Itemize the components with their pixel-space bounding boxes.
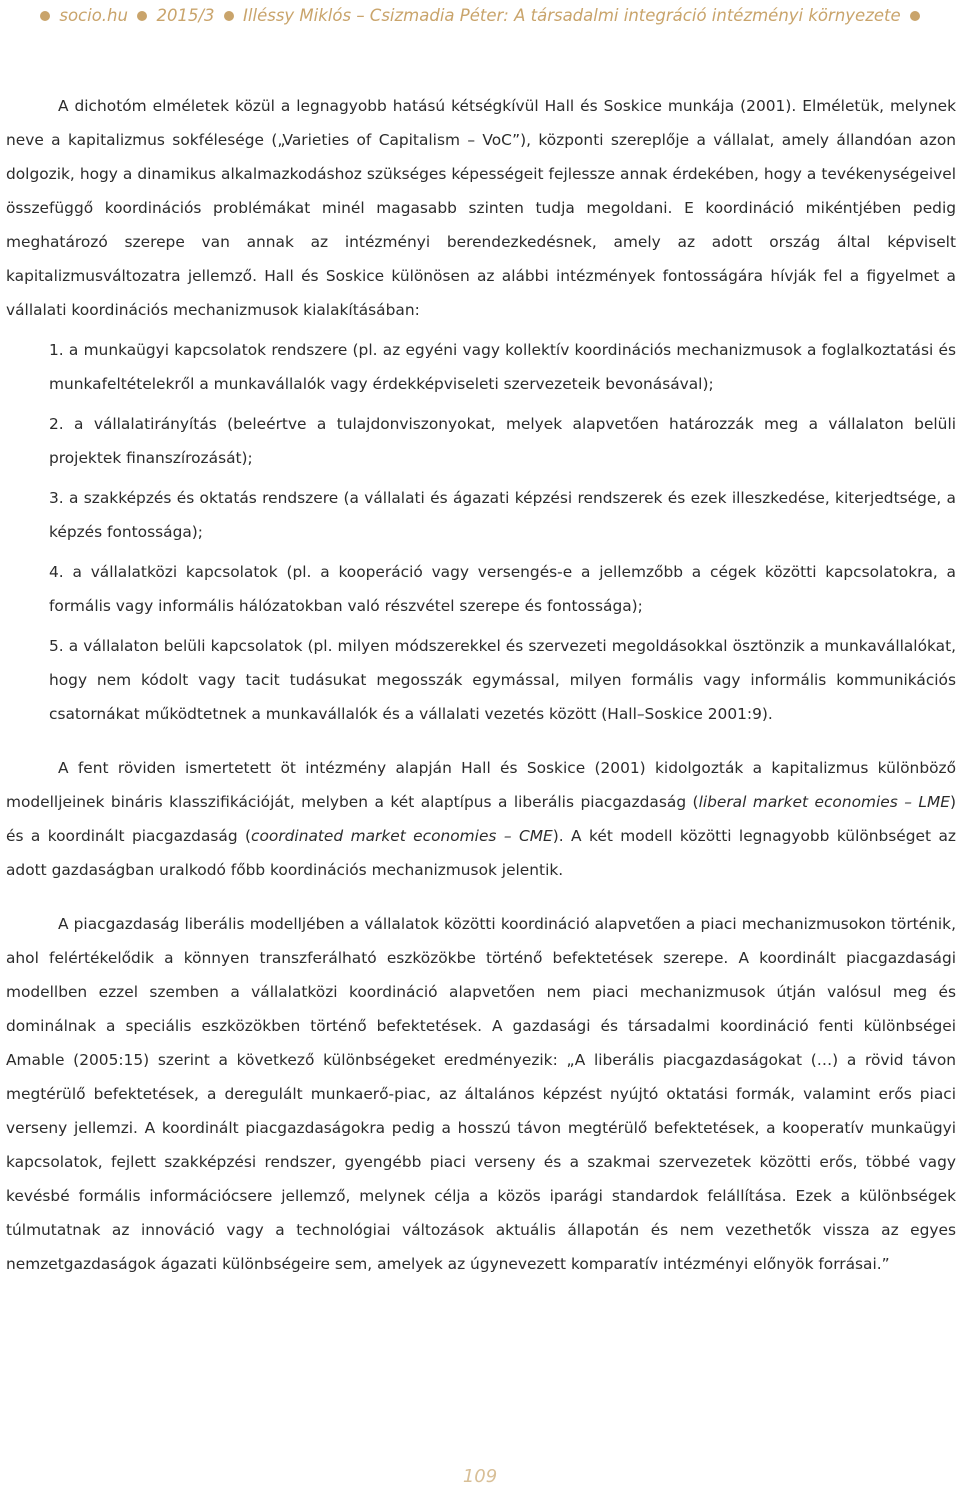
header-citation: Illéssy Miklós – Csizmadia Péter: A társadalmi integráció intézményi környezete (243, 6, 901, 25)
header-site: socio.hu (59, 6, 128, 25)
list-item-inter-firm-relations: 4. a vállalatközi kapcsolatok (pl. a kooperáció vagy versengés-e a jellemzőbb a cégek közötti kapcsolatokra, a formális vagy informális hálózatokban való részvétel szerepe és fontossága); (49, 563, 956, 615)
header-issue: 2015/3 (156, 6, 215, 25)
list-item-vocational-training: 3. a szakképzés és oktatás rendszere (a vállalati és ágazati képzési rendszerek és ezek illeszkedése, kiterjedtsége, a képzés fontossága); (49, 489, 956, 541)
paragraph-text: ) és a koordinált piacgazdaság ( (6, 793, 956, 845)
page-number: 109 (462, 1466, 498, 1487)
paragraph-binary-classification (6, 751, 956, 887)
lme-term: liberal market economies – LME (698, 793, 950, 811)
cme-term: coordinated market economies – CME (251, 827, 553, 845)
bullet-dot-icon (224, 11, 234, 21)
paragraph-text: ). A két modell közötti legnagyobb különbséget az adott gazdaságban uralkodó főbb koordinációs mechanizmusok jelentik. (6, 827, 956, 879)
paragraph-dichotomous-theories: A dichotóm elméletek közül a legnagyobb hatású kétségkívül Hall és Soskice munkája (2001). Elméletük, melynek neve a kapitalizmus sokfélesége („Varieties of Capitalism – VoC”), központi szereplője a vállalat, amely állandóan azon dolgozik, hogy a dinamikus alkalmazkodáshoz szükséges képességeit fejlessze annak érdekében, hogy a tevékenységeivel összefüggő koordinációs problémákat minél magasabb szinten tudja megoldani. E koordináció mikéntjében pedig meghatározó szerepe van annak az intézményi berendezkedésnek, amely az adott ország által képviselt kapitalizmusváltozatra jellemző. Hall és Soskice különösen az alábbi intézmények fontosságára hívják fel a figyelmet a vállalati koordinációs mechanizmusok kialakításában: (6, 97, 956, 319)
bullet-dot-icon (40, 11, 50, 21)
paragraph-liberal-model: A piacgazdaság liberális modelljében a vállalatok közötti koordináció alapvetően a piaci mechanizmusokon történik, ahol felértékelődik a könnyen transzferálható eszközökbe történő befektetések szerepe. A koordinált piacgazdasági modellben ezzel szemben a vállalatközi koordináció alapvetően nem piaci mechanizmusok útján valósul meg és dominálnak a speciális eszközökben történő befektetések. A gazdasági és társadalmi koordináció fenti különbségei Amable (2005:15) szerint a következő különbségeket eredményezik: „A liberális piacgazdaságokat (…) a rövid távon megtérülő befektetések, a deregulált munkaerő-piac, az általános képzést nyújtó oktatási formák, valamint erős piaci verseny jellemzi. A koordinált piacgazdaságokra pedig a hosszú távon megtérülő befektetések, a kooperatív munkaügyi kapcsolatok, fejlett szakképzési rendszer, gyengébb piaci verseny és a szakmai szervezetek közötti erős, többé vagy kevésbé formális információcsere jellemző, melynek célja a közös iparági standardok felállítása. Ezek a különbségek túlmutatnak az innováció vagy a technológiai változások aktuális állapotán és nem vezethetők vissza az egyes nemzetgazdaságok ágazati különbségeire sem, amelyek az úgynevezett komparatív intézményi előnyök forrásai.” (6, 915, 956, 1273)
article-body (6, 89, 956, 1281)
list-item-labour-relations: 1. a munkaügyi kapcsolatok rendszere (pl. az egyéni vagy kollektív koordinációs mechanizmusok a foglalkoztatási és munkafeltételekről a munkavállalók vagy érdekképviseleti szervezeteik bevonásával); (49, 341, 956, 393)
list-item-corporate-governance: 2. a vállalatirányítás (beleértve a tulajdonviszonyokat, melyek alapvetően határozzák meg a vállalaton belüli projektek finanszírozását); (49, 415, 956, 467)
running-header (0, 6, 960, 25)
bullet-dot-icon (910, 11, 920, 21)
list-item-intra-firm-relations: 5. a vállalaton belüli kapcsolatok (pl. milyen módszerekkel és szervezeti megoldásokkal ösztönzik a munkavállalókat, hogy nem kódolt vagy tacit tudásukat megosszák egymással, milyen formális vagy informális kommunikációs csatornákat működtetnek a munkavállalók és a vállalati vezetés között (Hall–Soskice 2001:9). (49, 637, 956, 723)
bullet-dot-icon (137, 11, 147, 21)
paragraph-text: A fent röviden ismertetett öt intézmény alapján Hall és Soskice (2001) kidolgozták a kapitalizmus különböző modelljeinek bináris klasszifikációját, melyben a két alaptípus a liberális piacgazdaság ( (6, 759, 956, 811)
